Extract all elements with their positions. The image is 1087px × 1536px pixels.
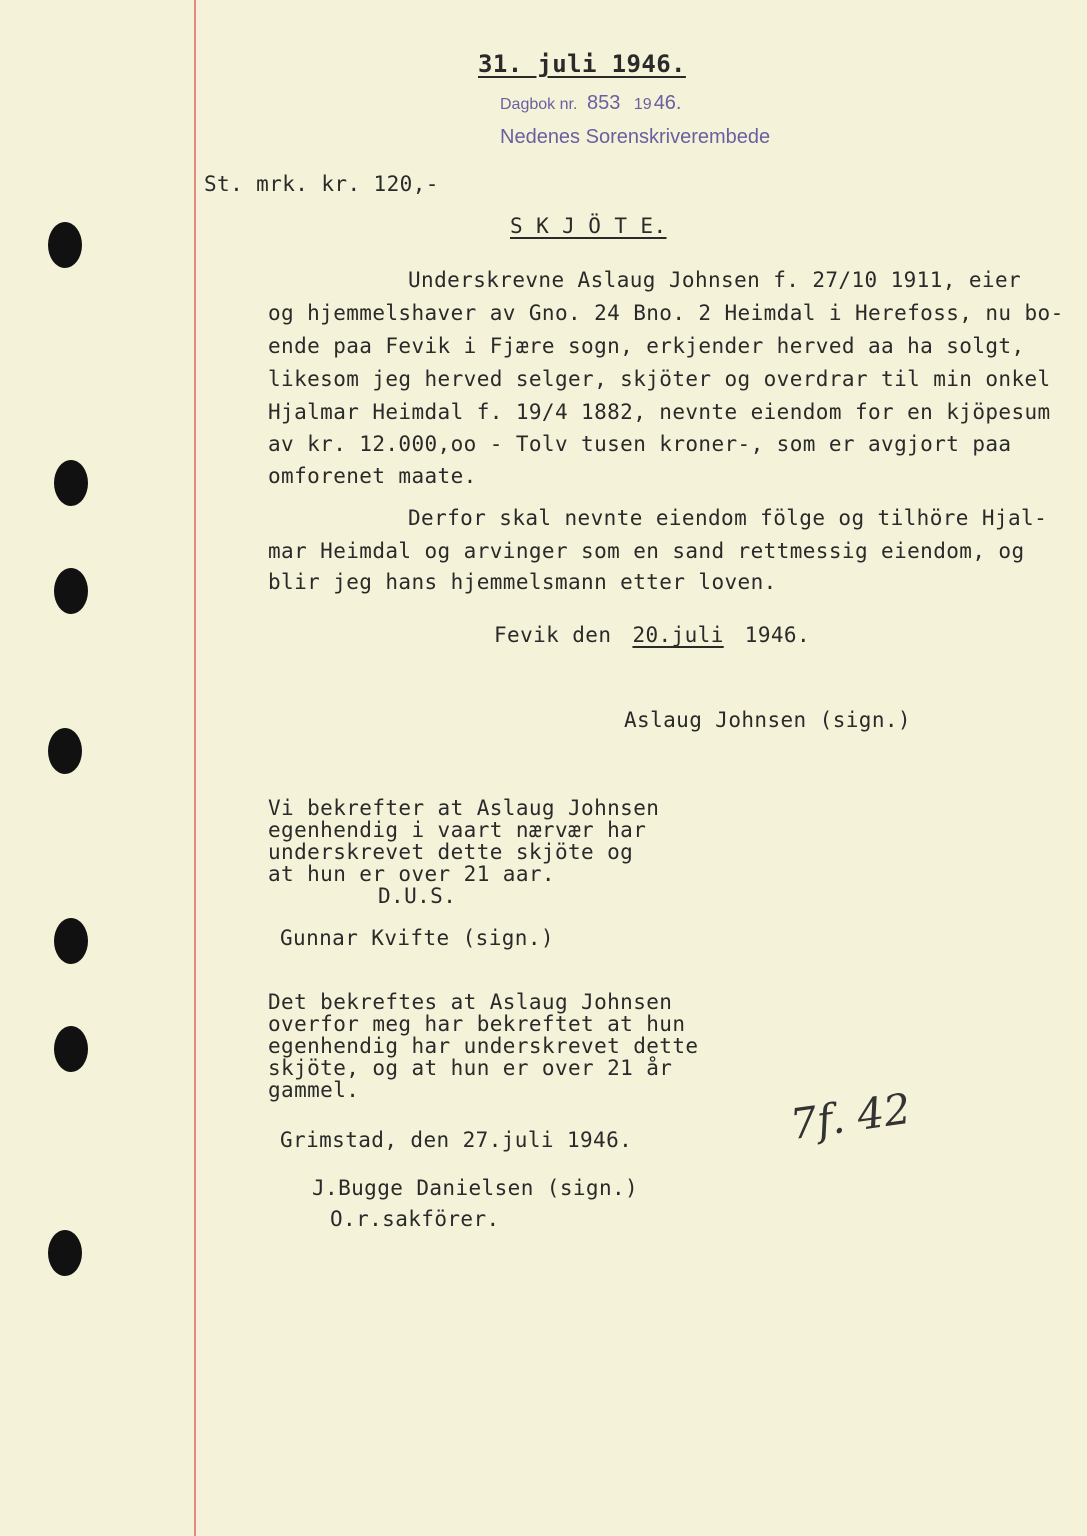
confirmation-line: overfor meg har bekreftet at hun	[268, 1012, 686, 1036]
confirmation-signature: J.Bugge Danielsen (sign.)	[312, 1176, 639, 1200]
witness-dus: D.U.S.	[378, 884, 457, 908]
signature-seller: Aslaug Johnsen (sign.)	[624, 708, 911, 732]
confirmation-line: gammel.	[268, 1078, 360, 1102]
confirmation-role: O.r.sakförer.	[330, 1207, 500, 1231]
witness-line: underskrevet dette skjöte og	[268, 840, 634, 864]
dagbok-label: Dagbok nr.	[500, 96, 578, 113]
witness-line: at hun er over 21 aar.	[268, 862, 555, 886]
place-date	[494, 623, 810, 647]
place-date-date: 20.juli	[632, 623, 724, 647]
body-line: likesom jeg herved selger, skjöter og overdrar til min onkel	[268, 367, 1051, 391]
confirmation-place-date: Grimstad, den 27.juli 1946.	[280, 1128, 633, 1152]
body-line: Underskrevne Aslaug Johnsen f. 27/10 1911, eier	[408, 268, 1022, 292]
handwritten-note: 7f. 42	[787, 1083, 914, 1150]
dagbok-year-prefix: 19	[633, 96, 652, 113]
document-title: S K J Ö T E.	[510, 214, 667, 238]
body-line: ende paa Fevik i Fjære sogn, erkjender herved aa ha solgt,	[268, 334, 1025, 358]
header-date: 31. juli 1946.	[478, 50, 686, 78]
body-line: Hjalmar Heimdal f. 19/4 1882, nevnte eiendom for en kjöpesum	[268, 400, 1051, 424]
confirmation-line: egenhendig har underskrevet dette	[268, 1034, 699, 1058]
confirmation-line: skjöte, og at hun er over 21 år	[268, 1056, 673, 1080]
witness-line: Vi bekrefter at Aslaug Johnsen	[268, 796, 660, 820]
body-line: mar Heimdal og arvinger som en sand rettmessig eiendom, og	[268, 539, 1025, 563]
confirmation-line: Det bekreftes at Aslaug Johnsen	[268, 990, 673, 1014]
place-date-year: 1946.	[744, 623, 811, 647]
dagbok-stamp	[500, 92, 682, 115]
dagbok-number: 853	[586, 92, 621, 114]
punch-hole	[54, 460, 88, 506]
dagbok-year-suffix: 46.	[653, 92, 682, 114]
stamp-fee: St. mrk. kr. 120,-	[204, 172, 439, 196]
margin-line	[194, 0, 196, 1536]
body-line: Derfor skal nevnte eiendom fölge og tilhöre Hjal-	[408, 506, 1048, 530]
punch-hole	[54, 1026, 88, 1072]
place-date-prefix: Fevik den	[494, 623, 612, 647]
office-stamp: Nedenes Sorenskriverembede	[500, 126, 771, 148]
body-line: og hjemmelshaver av Gno. 24 Bno. 2 Heimdal i Herefoss, nu bo-	[268, 301, 1064, 325]
witness-line: egenhendig i vaart nærvær har	[268, 818, 647, 842]
punch-hole	[48, 222, 82, 268]
body-line: av kr. 12.000,oo - Tolv tusen kroner-, som er avgjort paa	[268, 432, 1012, 456]
punch-hole	[54, 568, 88, 614]
body-line: blir jeg hans hjemmelsmann etter loven.	[268, 570, 777, 594]
body-line: omforenet maate.	[268, 464, 477, 488]
punch-hole	[48, 1230, 82, 1276]
witness-signature: Gunnar Kvifte (sign.)	[280, 926, 554, 950]
punch-hole	[54, 918, 88, 964]
punch-hole	[48, 728, 82, 774]
